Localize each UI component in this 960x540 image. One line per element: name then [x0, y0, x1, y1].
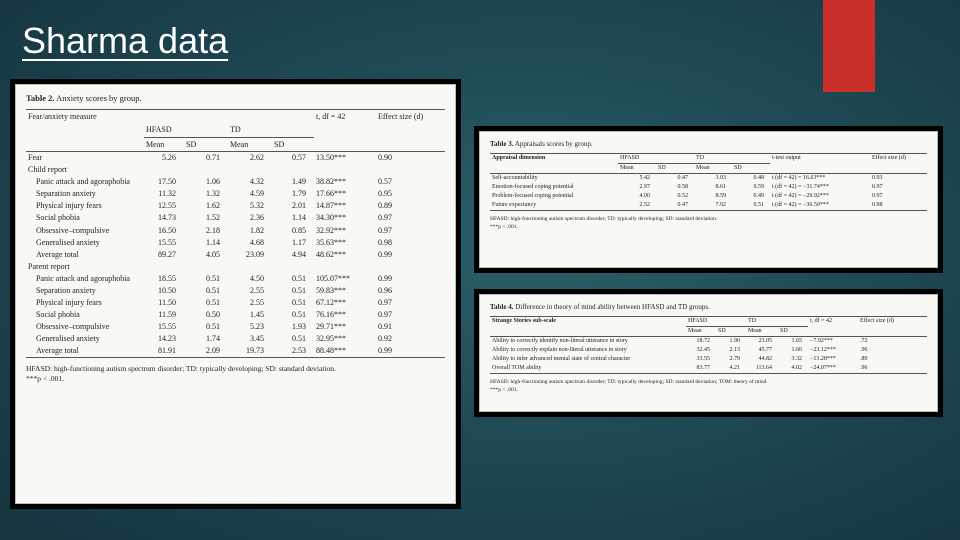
cell-m2: 2.55 [250, 285, 264, 295]
cell-d: 0.99 [378, 273, 392, 283]
cell-m2: 4.68 [250, 237, 264, 247]
cell-s1: 4.05 [206, 249, 220, 259]
cell-t: t (df = 42) = 16.63*** [772, 175, 826, 181]
cell-m1: 14.23 [158, 334, 176, 344]
cell-s2: 0.57 [292, 153, 306, 162]
cell-t: 35.63*** [316, 237, 346, 247]
table4-header-row: Strange Stories sub-scale HFASD TD t, df = 42 Effect size (d) [490, 317, 927, 327]
section-header-row [26, 164, 445, 176]
cell-d: 0.97 [378, 213, 392, 223]
cell-s2: 1.49 [292, 177, 306, 187]
cell-t: 32.92*** [316, 225, 346, 235]
table2-paper [15, 84, 456, 504]
table3-header-row: Appraisal dimension HFASD TD t-test output Effect size (d) [490, 154, 927, 164]
table2-row [26, 176, 445, 188]
table3-row [490, 174, 927, 184]
cell-m2: 8.59 [715, 193, 726, 199]
cell-m1: 17.50 [158, 177, 176, 187]
row-label: Separation anxiety [36, 189, 96, 199]
cell-s2: 1.66 [791, 347, 802, 353]
cell-m1: 11.50 [158, 298, 176, 308]
cell-s1: 1.62 [206, 201, 220, 211]
cell-d: .96 [860, 347, 868, 353]
cell-s1: 2.13 [729, 347, 740, 353]
cell-m1: 10.50 [158, 285, 176, 295]
cell-t: t (df = 42) = −36.50*** [772, 202, 829, 208]
cell-m2: 3.03 [715, 175, 726, 181]
cell-m1: 14.73 [158, 213, 176, 223]
cell-d: 0.57 [378, 177, 392, 187]
cell-d: 0.97 [378, 310, 392, 320]
cell-m1: 11.59 [158, 310, 176, 320]
cell-d: 0.90 [378, 153, 392, 162]
cell-t: −23.12*** [810, 347, 836, 353]
table4-row [490, 346, 927, 355]
cell-m2: 19.73 [246, 346, 264, 356]
cell-s2: 0.49 [753, 193, 764, 199]
cell-s2: 0.51 [292, 334, 306, 344]
table2-row [26, 224, 445, 236]
red-accent-bar [823, 0, 875, 92]
cell-t: 34.30*** [316, 213, 346, 223]
row-label: Separation anxiety [36, 285, 96, 295]
table2-row [26, 321, 445, 333]
cell-t: 76.16*** [316, 310, 346, 320]
cell-s2: 4.94 [292, 249, 306, 259]
cell-s2: 0.51 [292, 273, 306, 283]
cell-d: 0.99 [378, 249, 392, 259]
cell-s2: 1.17 [292, 237, 306, 247]
table2-row [26, 297, 445, 309]
cell-m2: 45.77 [758, 347, 772, 353]
row-label: Panic attack and agoraphobia [36, 177, 130, 187]
table3 [490, 153, 927, 211]
cell-m1: 89.27 [158, 249, 176, 259]
cell-d: 0.91 [378, 322, 392, 332]
cell-t: 67.12*** [316, 298, 346, 308]
cell-s2: 0.51 [292, 298, 306, 308]
cell-t: −24.07*** [810, 365, 836, 371]
cell-s2: 0.51 [292, 310, 306, 320]
slide-title: Sharma data [22, 20, 229, 61]
row-label: Problem-focused coping potential [492, 193, 574, 199]
cell-d: 0.92 [378, 334, 392, 344]
cell-m2: 4.50 [250, 273, 264, 283]
row-label: Social phobia [36, 310, 80, 320]
cell-t: 59.83*** [316, 285, 346, 295]
cell-t: 17.66*** [316, 189, 346, 199]
cell-m1: 12.55 [158, 201, 176, 211]
cell-t: −7.92*** [810, 338, 833, 344]
cell-d: 0.97 [378, 225, 392, 235]
cell-m2: 5.32 [250, 201, 264, 211]
table2-row [26, 309, 445, 321]
table2-row [26, 285, 445, 297]
table3-footnote: HFASD: high-functioning autism spectrum disorder; TD: typically developing; SD: standard deviation. ***p < .001. [490, 216, 718, 230]
cell-m2: 44.82 [758, 356, 772, 362]
cell-m1: 18.72 [696, 338, 710, 344]
cell-d: 0.98 [872, 202, 883, 208]
table4-footnote: HFASD: high-functioning autism spectrum disorder; TD: typically developing; SD: standard deviation; TOM: theory of mind. ***p < .001. [490, 379, 768, 393]
cell-t: 14.87*** [316, 201, 346, 211]
row-label: Obsessive–compulsive [36, 225, 110, 235]
cell-m2: 1.45 [250, 310, 264, 320]
table4 [490, 316, 927, 374]
cell-m1: 16.50 [158, 225, 176, 235]
row-label: Ability to correctly explain non-literal utterance in story [492, 347, 627, 353]
cell-s2: 1.93 [292, 322, 306, 332]
cell-t: t (df = 42) = −29.92*** [772, 193, 829, 199]
cell-d: 0.93 [872, 175, 883, 181]
cell-s2: 4.02 [791, 365, 802, 371]
cell-t: 29.71*** [316, 322, 346, 332]
cell-s1: 1.06 [206, 177, 220, 187]
row-label: Ability to correctly identify non-literal utterance in story [492, 338, 628, 344]
table2-caption: Table 2. Anxiety scores by group. [26, 93, 142, 103]
cell-s1: 0.51 [206, 285, 220, 295]
cell-d: 0.98 [378, 237, 392, 247]
cell-m1: 5.26 [162, 153, 176, 162]
table4-row [490, 355, 927, 364]
cell-m2: 4.59 [250, 189, 264, 199]
cell-s1: 1.52 [206, 213, 220, 223]
cell-s2: 0.51 [292, 285, 306, 295]
cell-s1: 0.47 [677, 202, 688, 208]
cell-s1: 0.58 [677, 184, 688, 190]
cell-t: 13.50*** [316, 153, 346, 162]
table3-row [490, 201, 927, 211]
cell-s1: 2.18 [206, 225, 220, 235]
table2-sub-row: Mean SD Mean SD [26, 138, 445, 152]
cell-m1: 83.77 [696, 365, 710, 371]
cell-t: t (df = 42) = −31.74*** [772, 184, 829, 190]
cell-s2: 2.01 [292, 201, 306, 211]
cell-d: 0.96 [378, 285, 392, 295]
row-label: Fear [28, 153, 43, 162]
section-header: Parent report [28, 261, 70, 271]
table2-frame [10, 79, 461, 509]
table4-row [490, 337, 927, 347]
cell-d: 0.97 [872, 184, 883, 190]
cell-s2: 0.48 [753, 175, 764, 181]
cell-s2: 1.65 [791, 338, 802, 344]
table3-caption: Table 3. Appraisals scores by group. [490, 140, 593, 148]
table3-row [490, 192, 927, 201]
cell-t: 48.62*** [316, 249, 346, 259]
row-label: Obsessive–compulsive [36, 322, 110, 332]
table2-header-row: Fear/anxiety measure t, df = 42 Effect size (d) [26, 110, 445, 124]
cell-t: 32.95*** [316, 334, 346, 344]
cell-m2: 2.36 [250, 213, 264, 223]
cell-d: 0.99 [378, 346, 392, 356]
table2-group-row: HFASD TD [26, 124, 445, 138]
cell-m1: 33.55 [696, 356, 710, 362]
section-header: Child report [28, 165, 67, 175]
table3-sub-row: Mean SD Mean SD [490, 164, 927, 174]
table4-caption: Table 4. Difference in theory of mind ability between HFASD and TD groups. [490, 303, 710, 311]
table2-row [26, 249, 445, 261]
table2-row [26, 188, 445, 200]
cell-s1: 0.50 [206, 310, 220, 320]
cell-s1: 4.21 [729, 365, 740, 371]
section-header-row [26, 261, 445, 273]
row-label: Physical injury fears [36, 201, 102, 211]
cell-m1: 5.42 [639, 175, 650, 181]
cell-s1: 1.74 [206, 334, 220, 344]
table3-paper [479, 131, 938, 268]
table2-row [26, 237, 445, 249]
cell-m1: 18.55 [158, 273, 176, 283]
cell-d: 0.89 [378, 201, 392, 211]
cell-s1: 0.51 [206, 273, 220, 283]
table2-row [26, 212, 445, 224]
cell-m1: 81.91 [158, 346, 176, 356]
cell-t: −13.28*** [810, 356, 836, 362]
cell-s1: 2.09 [206, 346, 220, 356]
table4-paper [479, 294, 938, 412]
cell-m1: 15.55 [158, 237, 176, 247]
cell-s1: 0.71 [206, 153, 220, 162]
cell-s2: 1.79 [292, 189, 306, 199]
cell-m1: 2.52 [639, 202, 650, 208]
table2-row [26, 152, 445, 165]
table2-row [26, 273, 445, 285]
cell-d: .89 [860, 356, 868, 362]
row-label: Self-accountability [492, 175, 538, 181]
cell-d: 0.97 [872, 193, 883, 199]
row-label: Average total [36, 249, 79, 259]
cell-m1: 32.45 [696, 347, 710, 353]
table2 [26, 109, 445, 358]
table3-row [490, 183, 927, 192]
cell-s1: 0.47 [677, 175, 688, 181]
row-label: Average total [36, 346, 79, 356]
table3-frame [474, 126, 943, 273]
cell-s1: 1.32 [206, 189, 220, 199]
cell-m2: 8.61 [715, 184, 726, 190]
cell-s2: 1.14 [292, 213, 306, 223]
row-label: Physical injury fears [36, 298, 102, 308]
row-label: Overall TOM ability [492, 365, 542, 371]
row-label: Generalised anxiety [36, 237, 100, 247]
cell-d: .96 [860, 365, 868, 371]
cell-m2: 5.23 [250, 322, 264, 332]
cell-s1: 0.51 [206, 322, 220, 332]
cell-s1: 1.90 [729, 338, 740, 344]
cell-m2: 23.05 [758, 338, 772, 344]
table2-row [26, 333, 445, 345]
cell-m1: 4.00 [639, 193, 650, 199]
cell-s1: 0.51 [206, 298, 220, 308]
cell-s1: 2.79 [729, 356, 740, 362]
row-label: Ability to infer advanced mental state of central character [492, 356, 631, 362]
cell-m2: 3.45 [250, 334, 264, 344]
cell-s2: 0.85 [292, 225, 306, 235]
cell-m2: 4.32 [250, 177, 264, 187]
cell-s2: 0.59 [753, 184, 764, 190]
table2-row [26, 200, 445, 212]
cell-d: 0.97 [378, 298, 392, 308]
cell-m2: 2.62 [250, 153, 264, 162]
row-label: Generalised anxiety [36, 334, 100, 344]
cell-t: 88.48*** [316, 346, 346, 356]
cell-t: 38.82*** [316, 177, 346, 187]
cell-s2: 2.53 [292, 346, 306, 356]
cell-m1: 15.55 [158, 322, 176, 332]
cell-s2: 0.51 [753, 202, 764, 208]
table4-sub-row: Mean SD Mean SD [490, 327, 927, 337]
table4-frame [474, 289, 943, 417]
table4-row [490, 364, 927, 374]
cell-t: 105.07*** [316, 273, 350, 283]
row-label: Future expectancy [492, 202, 537, 208]
row-label: Social phobia [36, 213, 80, 223]
row-label: Panic attack and agoraphobia [36, 273, 130, 283]
cell-m2: 7.92 [715, 202, 726, 208]
cell-d: 0.95 [378, 189, 392, 199]
cell-s1: 1.14 [206, 237, 220, 247]
cell-m1: 11.32 [158, 189, 176, 199]
row-label: Emotion-focused coping potential [492, 184, 574, 190]
cell-s2: 3.32 [791, 356, 802, 362]
cell-d: .72 [860, 338, 868, 344]
cell-m2: 23.09 [246, 249, 264, 259]
cell-m2: 113.64 [755, 365, 772, 371]
table2-row [26, 345, 445, 358]
cell-m2: 1.82 [250, 225, 264, 235]
table2-footnote: HFASD: high-functioning autism spectrum disorder; TD: typically developing; SD: standard deviation. ***p < .001. [26, 364, 336, 384]
cell-m1: 2.97 [639, 184, 650, 190]
cell-m2: 2.55 [250, 298, 264, 308]
cell-s1: 0.52 [677, 193, 688, 199]
